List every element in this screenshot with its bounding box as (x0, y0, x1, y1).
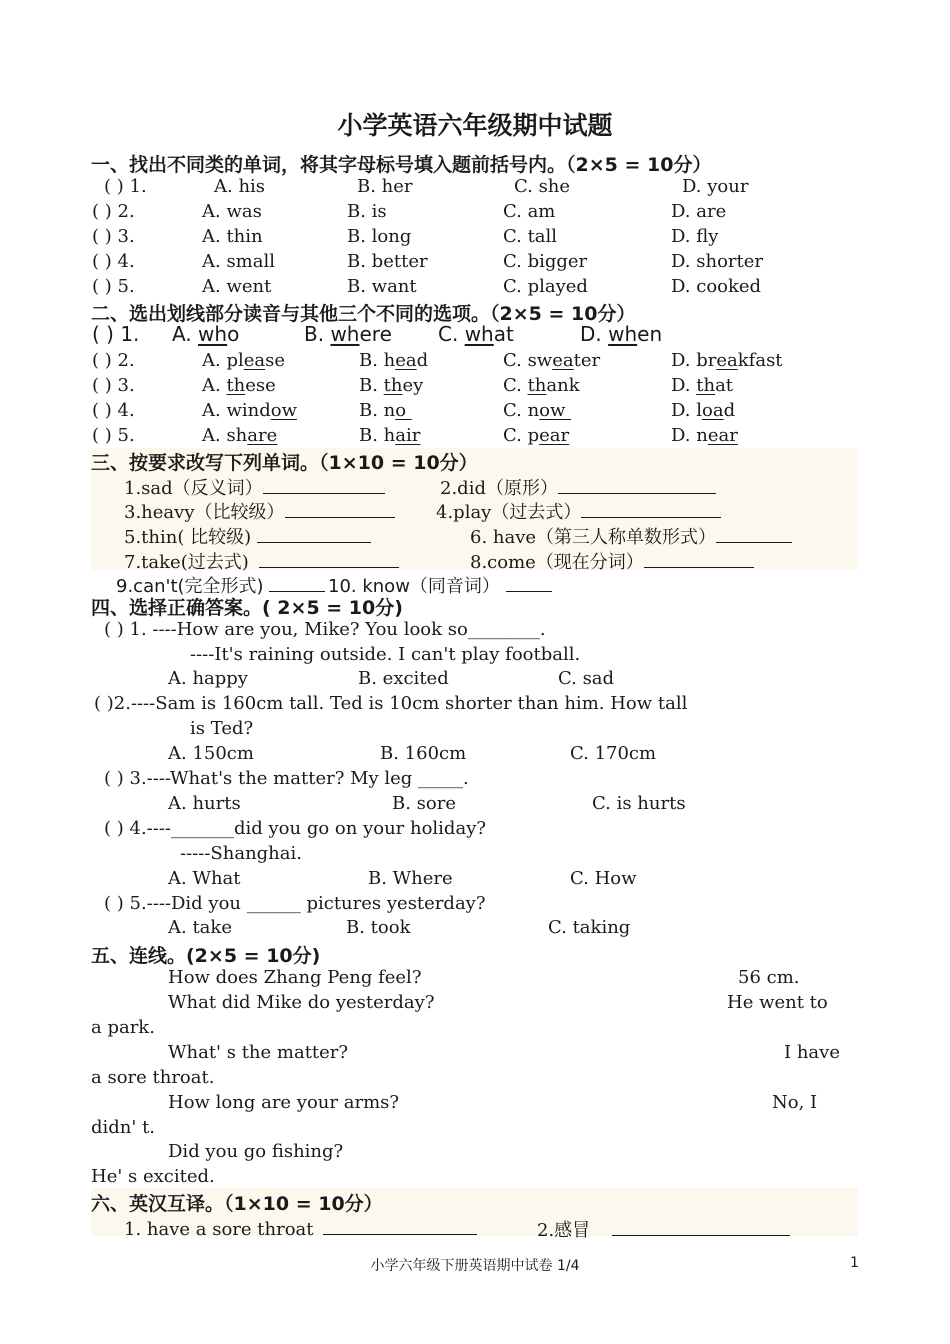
option-c: C. bigger (503, 251, 588, 272)
item-number: ( ) 2. (92, 201, 135, 222)
option-d: D. are (671, 201, 727, 222)
match-left-5: Did you go fishing? (168, 1141, 344, 1162)
option-a: A. window (202, 400, 297, 421)
option-a: A. small (202, 251, 275, 272)
option-a: A. his (214, 176, 266, 197)
option-c: C. thank (503, 375, 580, 396)
item-number: ( ) 5. (92, 276, 135, 297)
option-a: A. these (202, 375, 276, 396)
option-d: D. shorter (671, 251, 763, 272)
s3-item-8: 8.come（现在分词） (470, 548, 754, 574)
section-1-heading: 一、找出不同类的单词，将其字母标号填入题前括号内。（2×5 = 10分） (91, 154, 712, 176)
option-b: B. no (359, 400, 412, 421)
item-number: ( ) 3. (92, 226, 135, 247)
s3-item-1: 1.sad（反义词） (124, 474, 385, 500)
s4-q1-line2: ----It's raining outside. I can't play football. (190, 644, 581, 665)
section-5-heading: 五、连线。(2×5 = 10分) (91, 945, 321, 967)
s3-item-9: 9.can't(完全形式) (116, 572, 325, 598)
s4-q5-option-a: A. take (168, 917, 232, 938)
item-number: ( ) 4. (92, 251, 135, 272)
option-c: C. tall (503, 226, 558, 247)
s4-q4-option-b: B. Where (368, 868, 453, 889)
section-2-heading: 二、选出划线部分读音与其他三个不同的选项。（2×5 = 10分） (91, 303, 636, 325)
item-number: ( ) 5. (92, 425, 135, 446)
option-d: D. near (671, 425, 738, 446)
match-right-3-cont: a sore throat. (91, 1067, 215, 1088)
s4-q2: ( )2.----Sam is 160cm tall. Ted is 10cm shorter than him. How tall (94, 693, 688, 714)
option-c: C. what (438, 322, 514, 346)
option-d: D. breakfast (671, 350, 783, 371)
match-right-3: I have (784, 1042, 840, 1063)
match-left-4: How long are your arms? (168, 1092, 400, 1113)
option-d: D. fly (671, 226, 719, 247)
item-number: ( ) 1. (92, 322, 140, 346)
s4-q2-option-a: A. 150cm (168, 743, 254, 764)
option-c: C. sweater (503, 350, 601, 371)
option-c: C. now (503, 400, 572, 421)
s4-q2-option-b: B. 160cm (380, 743, 467, 764)
s3-item-4: 4.play（过去式） (436, 498, 721, 524)
s4-q4-line2: -----Shanghai. (180, 843, 302, 864)
match-right-4: No, I (772, 1092, 818, 1113)
option-b: B. where (304, 322, 392, 346)
option-b: B. her (357, 176, 413, 197)
match-right-1: 56 cm. (738, 967, 800, 988)
match-right-5: He' s excited. (91, 1166, 215, 1187)
s3-item-2: 2.did（原形） (440, 474, 716, 500)
s4-q1: ( ) 1. ----How are you, Mike? You look so________. (104, 619, 546, 640)
s4-q5-option-b: B. took (346, 917, 411, 938)
s3-item-7: 7.take(过去式) (124, 548, 399, 574)
s4-q4: ( ) 4.----_______did you go on your holiday? (104, 818, 487, 839)
option-c: C. she (514, 176, 571, 197)
page-title: 小学英语六年级期中试题 (337, 111, 613, 140)
option-b: B. long (347, 226, 412, 247)
option-d: D. load (671, 400, 736, 421)
option-b: B. they (359, 375, 424, 396)
s4-q4-option-c: C. How (570, 868, 637, 889)
item-number: ( ) 1. (104, 176, 147, 197)
item-number: ( ) 3. (92, 375, 135, 396)
option-c: C. am (503, 201, 556, 222)
s4-q3: ( ) 3.----What's the matter? My leg _____. (104, 768, 469, 789)
match-right-2: He went to (727, 992, 828, 1013)
s4-q4-option-a: A. What (168, 868, 241, 889)
section-6-heading: 六、英汉互译。（1×10 = 10分） (91, 1193, 383, 1215)
match-right-2-cont: a park. (91, 1017, 155, 1038)
s6-item-2: 2.感冒 (537, 1216, 790, 1242)
s3-item-6: 6. have（第三人称单数形式） (470, 523, 792, 549)
s4-q3-option-a: A. hurts (168, 793, 241, 814)
page-footer: 小学六年级下册英语期中试卷 1/4 (370, 1258, 580, 1274)
s4-q2-option-c: C. 170cm (570, 743, 657, 764)
page-number: 1 (850, 1255, 859, 1271)
option-b: B. hair (359, 425, 421, 446)
item-number: ( ) 2. (92, 350, 135, 371)
option-b: B. head (359, 350, 429, 371)
option-b: B. better (347, 251, 428, 272)
option-c: C. played (503, 276, 588, 297)
s4-q1-option-b: B. excited (358, 668, 449, 689)
match-left-3: What' s the matter? (168, 1042, 349, 1063)
option-a: A. went (202, 276, 272, 297)
option-d: D. your (682, 176, 749, 197)
s4-q2-line2: is Ted? (190, 718, 254, 739)
section-3-heading: 三、按要求改写下列单词。（1×10 = 10分） (91, 452, 478, 474)
option-c: C. pear (503, 425, 570, 446)
s3-item-10: 10. know（同音词） (328, 572, 552, 598)
option-d: D. cooked (671, 276, 762, 297)
option-b: B. is (347, 201, 387, 222)
s6-item-1: 1. have a sore throat (124, 1216, 477, 1240)
item-number: ( ) 4. (92, 400, 135, 421)
s3-item-5: 5.thin( 比较级) (124, 523, 371, 549)
s4-q1-option-c: C. sad (558, 668, 615, 689)
match-right-4-cont: didn' t. (91, 1117, 156, 1138)
option-a: A. thin (202, 226, 263, 247)
option-b: B. want (347, 276, 417, 297)
option-d: D. that (671, 375, 734, 396)
option-a: A. was (202, 201, 262, 222)
section-4-heading: 四、选择正确答案。( 2×5 = 10分) (91, 597, 403, 619)
option-a: A. who (172, 322, 240, 346)
s4-q3-option-b: B. sore (392, 793, 457, 814)
s4-q1-option-a: A. happy (168, 668, 248, 689)
s4-q5: ( ) 5.----Did you ______ pictures yesterday? (104, 893, 486, 914)
option-a: A. please (202, 350, 286, 371)
s3-item-3: 3.heavy（比较级） (124, 498, 395, 524)
s4-q5-option-c: C. taking (548, 917, 631, 938)
s4-q3-option-c: C. is hurts (592, 793, 686, 814)
match-left-2: What did Mike do yesterday? (168, 992, 435, 1013)
option-a: A. share (202, 425, 278, 446)
option-d: D. when (580, 322, 663, 346)
match-left-1: How does Zhang Peng feel? (168, 967, 422, 988)
